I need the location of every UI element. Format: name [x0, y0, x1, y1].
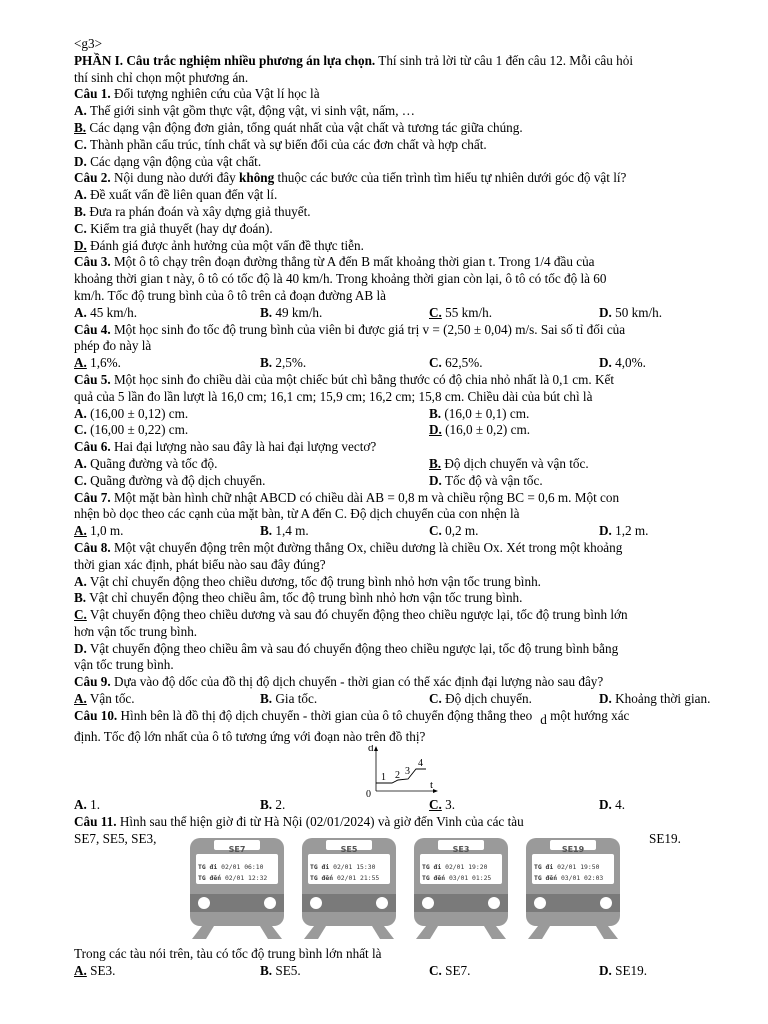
train-leg-left	[416, 926, 438, 939]
graph-seg-3: 3	[405, 766, 410, 778]
question-7: Câu 7. Một mặt bàn hình chữ nhật ABCD có chiều dài AB = 0,8 m và chiều rộng BC = 0,6 m. Một con	[74, 489, 620, 505]
q5-option-a: A. (16,00 ± 0,12) cm.	[74, 405, 189, 421]
q4-option-c: C. 62,5%.	[429, 355, 483, 371]
q8-option-b: B. Vật chỉ chuyển động theo chiều âm, tốc độ trung bình nhỏ hơn vận tốc trung bình.	[74, 590, 523, 606]
train-arrival: TG đến 03/01 02:03	[534, 873, 604, 882]
q11-options	[74, 963, 734, 980]
train-leg-right	[372, 926, 394, 939]
q8-option-c-cont: hơn vận tốc trung bình.	[74, 623, 198, 639]
graph-seg-1: 1	[381, 772, 386, 784]
train-departure: TG đi 02/01 19:50	[534, 862, 600, 871]
train-headlight-left	[310, 897, 322, 909]
part1-title: PHẦN I. Câu trắc nghiệm nhiều phương án lựa chọn. Thí sinh trả lời từ câu 1 đến câu 12. Mỗi câu hỏi	[74, 52, 634, 68]
q10-options	[74, 797, 734, 814]
train-leg-left	[192, 926, 214, 939]
train-name: SE5	[340, 844, 358, 854]
q3-option-b: B. 49 km/h.	[260, 304, 323, 320]
q9-options	[74, 691, 734, 708]
graph-x-label: t	[430, 779, 434, 792]
q3-option-c: C. 55 km/h.	[429, 304, 493, 320]
q2-option-c: C. Kiểm tra giả thuyết (hay dự đoán).	[74, 220, 273, 236]
train-arrival: TG đến 02/01 21:55	[310, 873, 380, 882]
question-4-cont: phép đo này là	[74, 338, 152, 354]
q8-option-d: D. Vật chuyển động theo chiều âm và sau đó chuyển động theo chiều ngược lại, tốc độ trung bình bằng	[74, 640, 619, 656]
train-headlight-right	[264, 897, 276, 909]
graph-origin: 0	[366, 789, 371, 798]
q2-option-a: A. Đề xuất vấn đề liên quan đến vật lí.	[74, 187, 278, 203]
question-3: Câu 3. Một ô tô chạy trên đoạn đường thẳng từ A đến B mất khoảng thời gian t. Trong 1/4 đầu của	[74, 254, 595, 270]
q10-option-c: C. 3.	[429, 797, 456, 813]
q5-option-d: D. (16,0 ± 0,2) cm.	[429, 422, 531, 438]
question-11: Câu 11. Hình sau thể hiện giờ đi từ Hà Nội (02/01/2024) và giờ đến Vinh của các tàu	[74, 814, 524, 830]
train-leg-right	[596, 926, 618, 939]
question-1: Câu 1. Đối tượng nghiên cứu của Vật lí học là	[74, 86, 320, 102]
q1-option-d: D. Các dạng vận động của vật chất.	[74, 153, 262, 169]
question-9: Câu 9. Dựa vào độ dốc của đồ thị độ dịch chuyển - thời gian có thể xác định đại lượng nào sau đây?	[74, 674, 604, 690]
q11-option-b: B. SE5.	[260, 962, 301, 978]
q2-option-d: D. Đánh giá được ảnh hưởng của một vấn đề thực tiễn.	[74, 237, 364, 253]
q5-options-ab	[74, 406, 734, 423]
train-headlight-left	[422, 897, 434, 909]
q2-option-b: B. Đưa ra phán đoán và xây dựng giả thuyết.	[74, 203, 311, 219]
q7-option-a: A. 1,0 m.	[74, 523, 124, 539]
q1-option-c: C. Thành phần cấu trúc, tính chất và sự biến đổi của các đơn chất và hợp chất.	[74, 136, 487, 152]
train-name: SE7	[228, 844, 246, 854]
header-tag: <g3>	[74, 36, 103, 51]
q10-option-b: B. 2.	[260, 797, 286, 813]
q6-option-b: B. Độ dịch chuyển và vận tốc.	[429, 455, 589, 471]
q4-option-a: A. 1,6%.	[74, 355, 121, 371]
train-leg-right	[484, 926, 506, 939]
train-leg-left	[304, 926, 326, 939]
q3-option-a: A. 45 km/h.	[74, 304, 138, 320]
question-6: Câu 6. Hai đại lượng nào sau đây là hai đại lượng vectơ?	[74, 439, 377, 455]
q5-option-b: B. (16,0 ± 0,1) cm.	[429, 405, 530, 421]
part1-instruction: thí sinh chỉ chọn một phương án.	[74, 69, 249, 85]
train-headlight-right	[488, 897, 500, 909]
displacement-time-graph	[364, 745, 444, 797]
q3-option-d: D. 50 km/h.	[599, 304, 663, 320]
question-5: Câu 5. Một học sinh đo chiều dài của một chiếc bút chì bằng thước có độ chia nhỏ nhất là 0,1 cm. Kết	[74, 371, 615, 387]
q8-option-a: A. Vật chỉ chuyển động theo chiều dương, tốc độ trung bình nhỏ hơn vận tốc trung bình.	[74, 573, 541, 589]
q6-options-ab	[74, 456, 734, 473]
q3-options	[74, 305, 734, 322]
train-departure: TG đi 02/01 15:30	[310, 862, 376, 871]
train-headlight-left	[534, 897, 546, 909]
train-headlight-left	[198, 897, 210, 909]
train-card	[188, 836, 286, 940]
q4-option-b: B. 2,5%.	[260, 355, 307, 371]
train-leg-right	[260, 926, 282, 939]
question-5-cont: quả của 5 lần đo lần lượt là 16,0 cm; 16,1 cm; 15,9 cm; 16,2 cm; 15,8 cm. Chiều dài của bút chì là	[74, 388, 593, 404]
question-3-cont2: km/h. Tốc độ trung bình của ô tô trên cả đoạn đường AB là	[74, 287, 387, 303]
q7-option-b: B. 1,4 m.	[260, 523, 309, 539]
question-8: Câu 8. Một vật chuyển động trên một đường thẳng Ox, chiều dương là chiều Ox. Xét trong một khoảng	[74, 539, 623, 555]
q5-options-cd	[74, 422, 734, 439]
graph-y-arrow	[374, 746, 378, 751]
q1-option-b: B. Các dạng vận động đơn giản, tổng quát nhất của vật chất và tương tác giữa chúng.	[74, 119, 523, 135]
question-3-cont: khoảng thời gian t này, ô tô có tốc độ là 40 km/h. Trong khoảng thời gian còn lại, ô tô có tốc độ là 60	[74, 271, 607, 287]
q10-option-d: D. 4.	[599, 797, 626, 813]
q11-option-d: D. SE19.	[599, 962, 647, 978]
q11-train-list: SE7, SE5, SE3,	[74, 831, 157, 847]
q9-option-c: C. Độ dịch chuyển.	[429, 691, 532, 707]
question-7-cont: nhện bò dọc theo các cạnh của mặt bàn, từ A đến C. Độ dịch chuyển của con nhện là	[74, 506, 520, 522]
graph-seg-2: 2	[395, 770, 400, 782]
train-headlight-right	[376, 897, 388, 909]
train-timetable	[74, 836, 734, 940]
question-11-prompt: Trong các tàu nói trên, tàu có tốc độ trung bình lớn nhất là	[74, 945, 382, 961]
q11-option-a: A. SE3.	[74, 962, 116, 978]
question-10-cont: định. Tốc độ lớn nhất của ô tô tương ứng với đoạn nào trên đồ thị?	[74, 728, 426, 744]
q9-option-d: D. Khoảng thời gian.	[599, 691, 711, 707]
q6-option-a: A. Quãng đường và tốc độ.	[74, 455, 218, 471]
q11-option-c: C. SE7.	[429, 962, 471, 978]
graph-x-arrow	[433, 789, 438, 793]
q6-option-d: D. Tốc độ và vận tốc.	[429, 472, 543, 488]
q8-option-c: C. Vật chuyển động theo chiều dương và sau đó chuyển động theo chiều ngược lại, tốc độ trung bình lớn	[74, 607, 628, 623]
question-8-cont: thời gian xác định, phát biểu nào sau đây đúng?	[74, 556, 326, 572]
q6-options-cd	[74, 473, 734, 490]
train-departure: TG đi 02/01 06:10	[198, 862, 264, 871]
train-departure: TG đi 02/01 19:20	[422, 862, 488, 871]
train-name: SE3	[452, 844, 470, 854]
question-10: Câu 10. Hình bên là đồ thị độ dịch chuyển - thời gian của ô tô chuyển động thẳng theo d một hướng xác	[74, 707, 630, 727]
train-card	[300, 836, 398, 940]
train-arrival: TG đến 02/01 12:32	[198, 873, 268, 882]
q4-options	[74, 355, 734, 372]
train-leg-left	[528, 926, 550, 939]
q9-option-a: A. Vận tốc.	[74, 691, 135, 707]
train-name: SE19	[561, 844, 585, 854]
q4-option-d: D. 4,0%.	[599, 355, 646, 371]
q5-option-c: C. (16,00 ± 0,22) cm.	[74, 422, 189, 438]
q6-option-c: C. Quãng đường và độ dịch chuyển.	[74, 472, 266, 488]
train-card	[412, 836, 510, 940]
q7-option-c: C. 0,2 m.	[429, 523, 479, 539]
question-4: Câu 4. Một học sinh đo tốc độ trung bình của viên bi được giá trị v = (2,50 ± 0,04) m/s. Sai số tỉ đối của	[74, 321, 626, 337]
q7-option-d: D. 1,2 m.	[599, 523, 649, 539]
q11-train-last: SE19.	[649, 831, 681, 847]
train-headlight-right	[600, 897, 612, 909]
q10-option-a: A. 1.	[74, 797, 101, 813]
exam-page	[74, 36, 734, 979]
q9-option-b: B. Gia tốc.	[260, 691, 318, 707]
graph-y-label: d	[368, 745, 374, 755]
q8-option-d-cont: vận tốc trung bình.	[74, 657, 174, 673]
q1-option-a: A. Thế giới sinh vật gồm thực vật, động vật, vi sinh vật, nấm, …	[74, 103, 415, 119]
question-2: Câu 2. Nội dung nào dưới đây không thuộc các bước của tiến trình tìm hiểu tự nhiên dưới góc độ vật lí?	[74, 170, 627, 186]
train-arrival: TG đến 03/01 01:25	[422, 873, 492, 882]
q10-d-mark: d	[540, 711, 547, 727]
q7-options	[74, 523, 734, 540]
train-card	[524, 836, 622, 940]
graph-seg-4: 4	[418, 758, 423, 770]
q10-graph	[74, 745, 734, 797]
